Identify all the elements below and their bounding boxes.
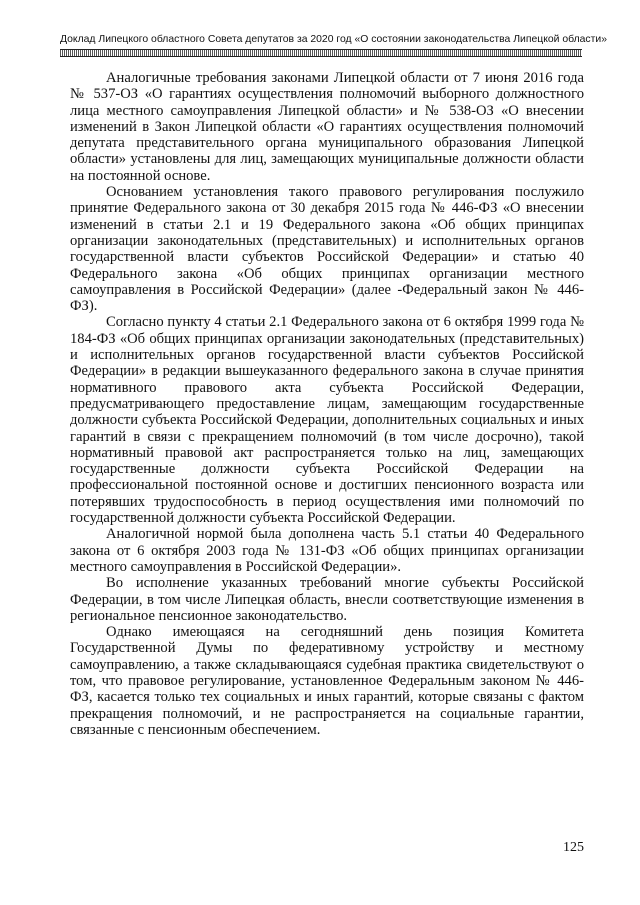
paragraph-5: Во исполнение указанных требований многие субъекты Российской Федерации, в том числе Липецкая область, внесли соответствующие изменения в региональное пенсионное законодательство. xyxy=(70,575,584,624)
paragraph-4: Аналогичной нормой была дополнена часть 5.1 статьи 40 Федерального закона от 6 октября 2003 года № 131-ФЗ «Об общих принципах организации местного самоуправления в Российской Федерации». xyxy=(70,526,584,575)
page-number: 125 xyxy=(563,840,584,855)
running-header: Доклад Липецкого областного Совета депутатов за 2020 год «О состоянии законодательства Липецкой области» xyxy=(60,34,607,45)
header-rule xyxy=(60,49,582,57)
paragraph-6: Однако имеющаяся на сегодняшний день позиция Комитета Государственной Думы по федеративному устройству и местному самоуправлению, а также складывающаяся судебная практика свидетельствуют о том, что правовое регулирование, установленное Федеральным законом № 446-ФЗ, касается только тех социальных и иных гарантий, которые связаны с фактом прекращения полномочий, и не распространяется на социальные гарантии, связанные с пенсионным обеспечением. xyxy=(70,624,584,738)
body-text xyxy=(70,70,584,738)
paragraph-2: Основанием установления такого правового регулирования послужило принятие Федерального закона от 30 декабря 2015 года № 446-ФЗ «О внесении изменений в статьи 2.1 и 19 Федерального закона «Об общих принципах организации законодательных (представительных) и исполнительных органов государственной власти субъектов Российской Федерации» и статью 40 Федерального закона «Об общих принципах организации местного самоуправления в Российской Федерации» (далее -Федеральный закон № 446-ФЗ). xyxy=(70,184,584,315)
paragraph-1: Аналогичные требования законами Липецкой области от 7 июня 2016 года № 537-ОЗ «О гарантиях осуществления полномочий выборного должностного лица местного самоуправления Липецкой области» и № 538-ОЗ «О внесении изменений в Закон Липецкой области «О гарантиях осуществления полномочий депутата представительного органа муниципального образования Липецкой области» установлены для лиц, замещающих муниципальные должности области на постоянной основе. xyxy=(70,70,584,184)
paragraph-3: Согласно пункту 4 статьи 2.1 Федерального закона от 6 октября 1999 года № 184-ФЗ «Об общих принципах организации законодательных (представительных) и исполнительных органов государственной власти субъектов Российской Федерации» в редакции вышеуказанного федерального закона в случае принятия нормативного правового акта субъекта Российской Федерации, предусматривающего предоставление лицам, замещающим государственные должности субъекта Российской Федерации, дополнительных социальных и иных гарантий в связи с прекращением полномочий (в том числе досрочно), такой нормативный правовой акт распространяется только на лиц, замещающих государственные должности субъекта Российской Федерации на профессиональной постоянной основе и достигших пенсионного возраста или потерявших трудоспособность в период осуществления ими полномочий по государственной должности субъекта Российской Федерации. xyxy=(70,314,584,527)
